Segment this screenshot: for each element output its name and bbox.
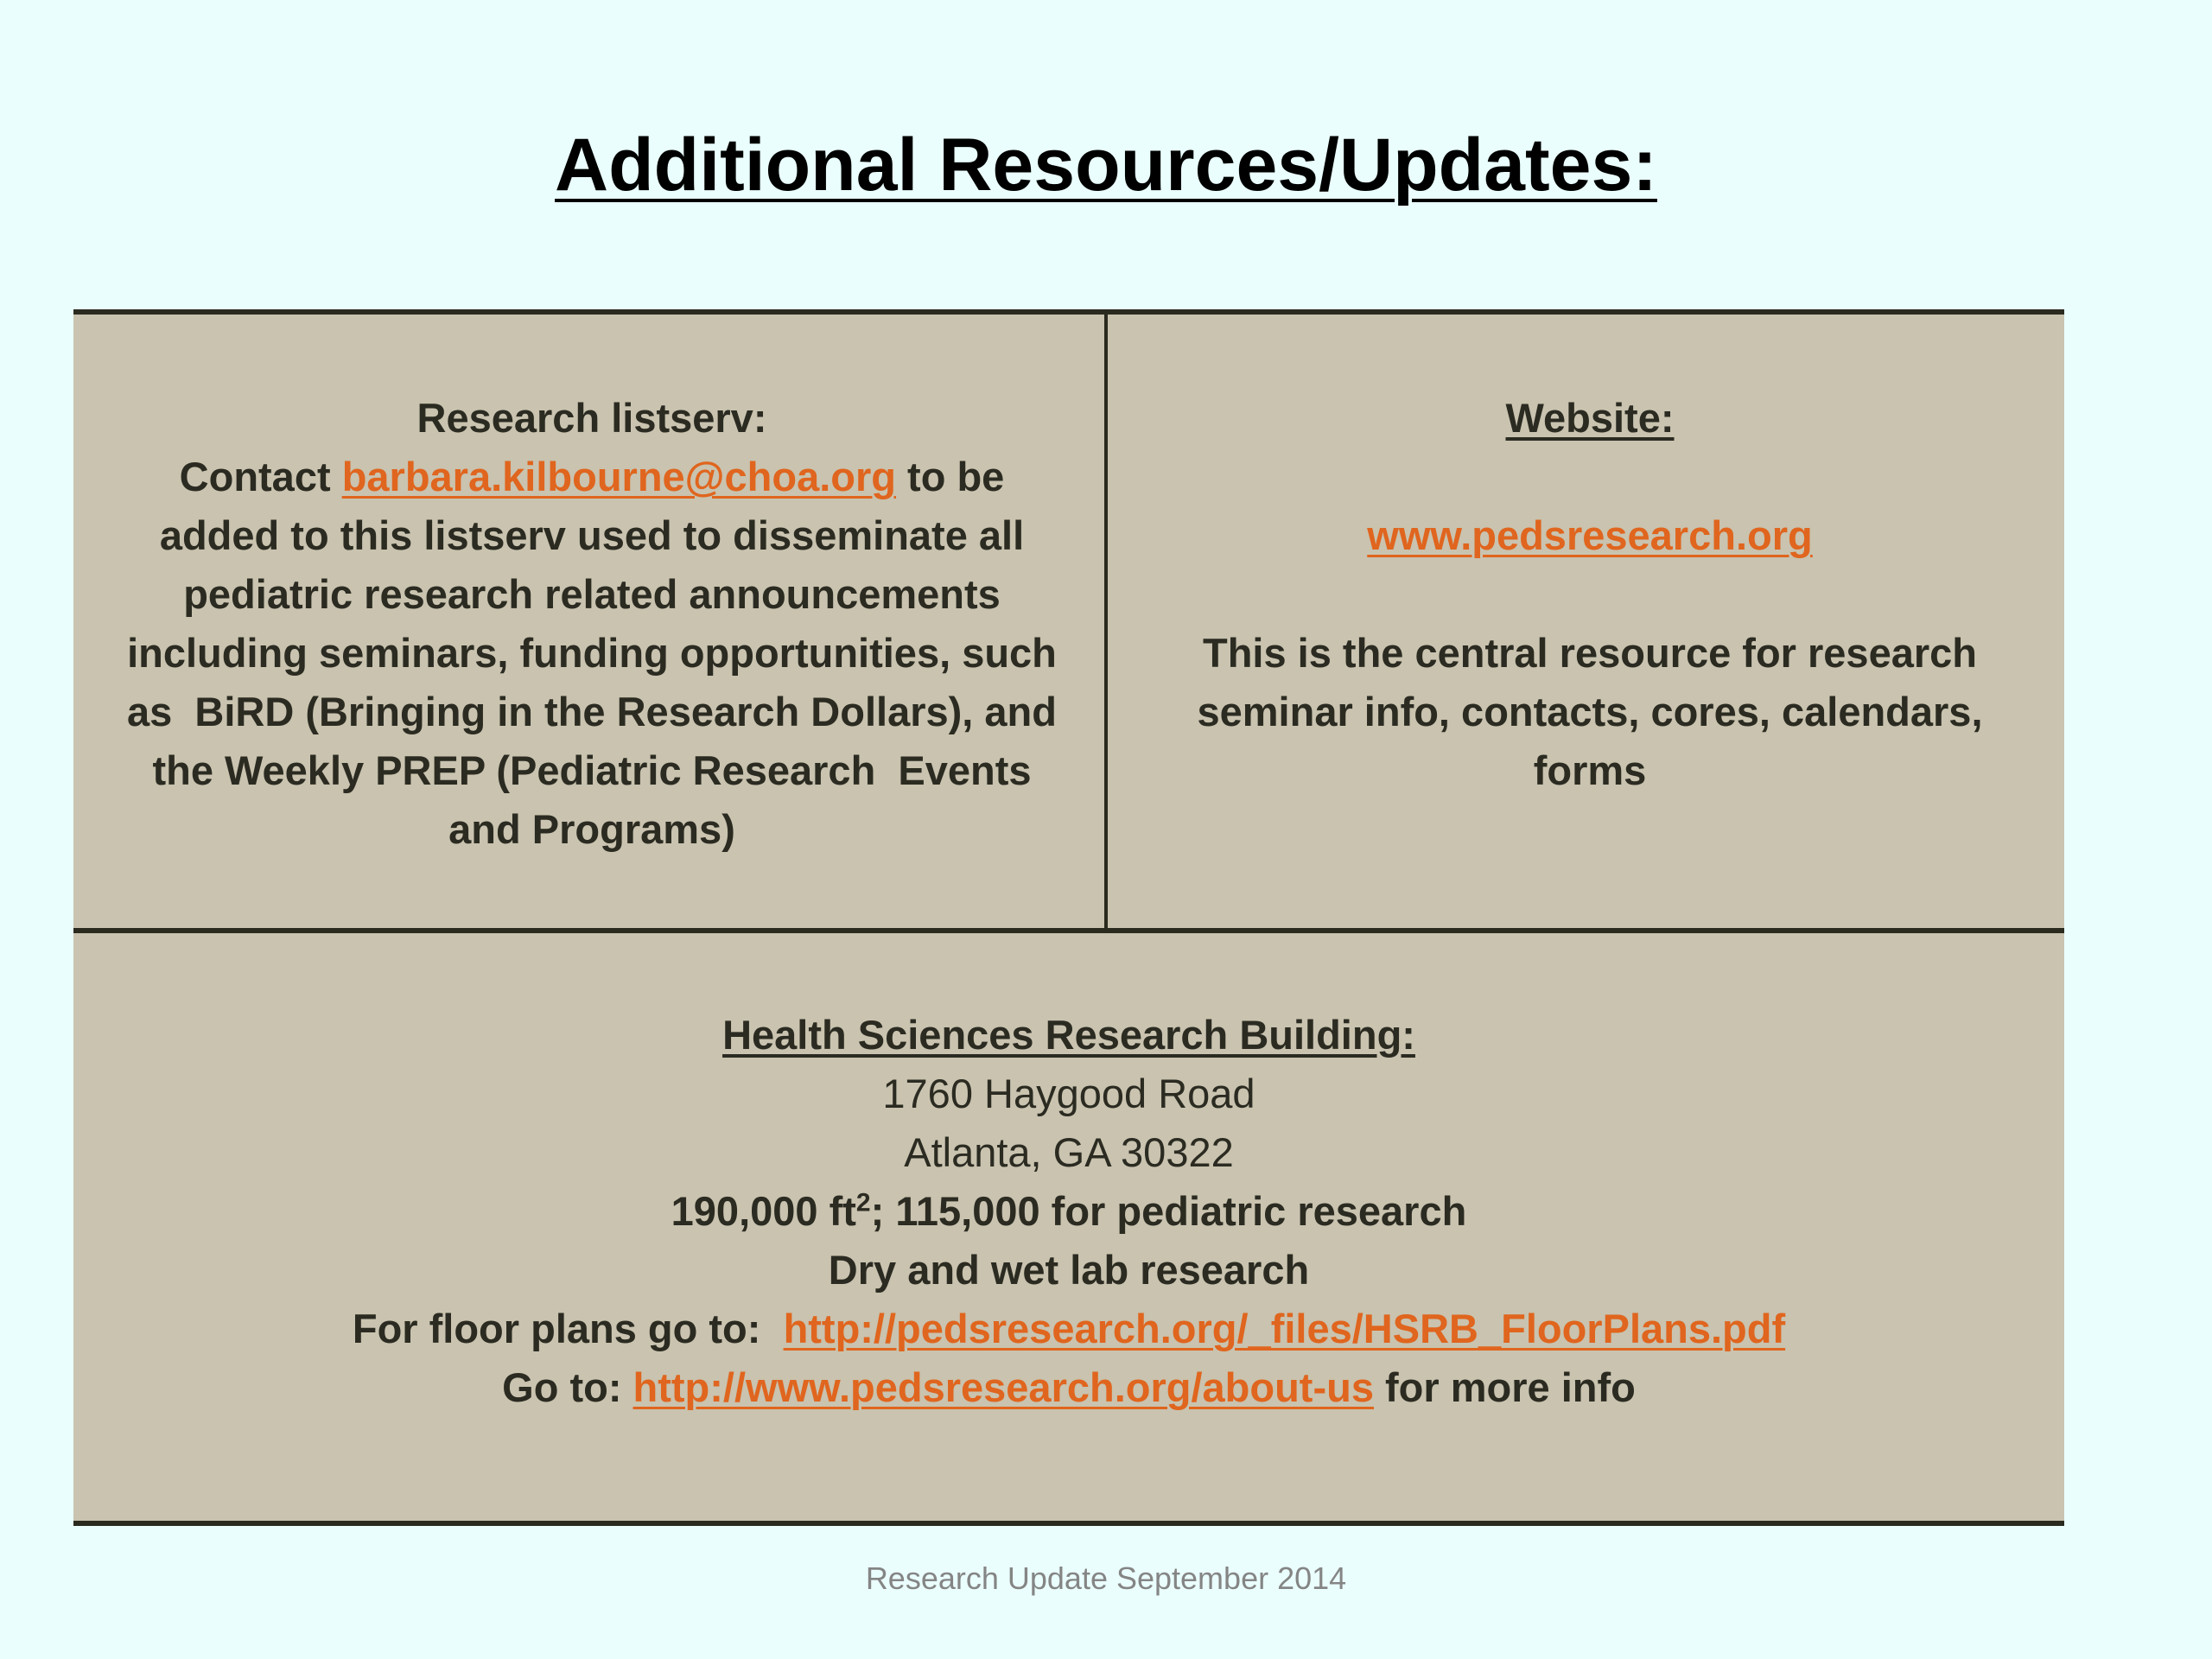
page-title: Additional Resources/Updates: [555, 124, 1657, 207]
slide-footer: Research Update September 2014 [865, 1560, 1347, 1596]
about-line [73, 1358, 2064, 1417]
listserv-text-line: the Weekly PREP (Pediatric Research Events [152, 747, 1032, 793]
listserv-email-link[interactable]: barbara.kilbourne@choa.org [341, 454, 896, 499]
area-suffix: ; 115,000 for pediatric research [870, 1188, 1467, 1234]
website-cell [1119, 389, 2061, 800]
listserv-text-line: pediatric research related announcements [183, 571, 1001, 617]
table-column-divider [1104, 309, 1108, 933]
website-description-line: seminar info, contacts, cores, calendars, [1197, 689, 1983, 734]
resources-table [73, 309, 2064, 1524]
contact-prefix: Contact [179, 454, 331, 499]
website-url-link[interactable]: www.pedsresearch.org [1367, 512, 1813, 558]
lab-line: Dry and wet lab research [828, 1247, 1310, 1293]
listserv-text-line: as BiRD (Bringing in the Research Dollars), and [127, 689, 1057, 734]
listserv-heading: Research listserv: [416, 395, 767, 441]
website-description-line: forms [1533, 747, 1647, 793]
website-heading: Website: [1505, 395, 1675, 441]
address-line-1: 1760 Haygood Road [882, 1071, 1255, 1116]
listserv-cell [91, 389, 1093, 859]
building-cell [73, 1006, 2064, 1417]
contact-suffix: to be [907, 454, 1005, 499]
listserv-text-line: added to this listserv used to disseminate all [159, 512, 1025, 558]
about-link[interactable]: http://www.pedsresearch.org/about-us [632, 1364, 1374, 1410]
listserv-contact-line [91, 448, 1093, 506]
address-line-2: Atlanta, GA 30322 [904, 1129, 1234, 1175]
floorplans-link[interactable]: http://pedsresearch.org/_files/HSRB_FloorPlans.pdf [783, 1306, 1786, 1351]
floorplans-prefix: For floor plans go to: [352, 1306, 761, 1351]
listserv-text-line: including seminars, funding opportunities, such [127, 630, 1057, 676]
table-top-rule [73, 309, 2064, 315]
about-prefix: Go to: [502, 1364, 622, 1410]
about-suffix: for more info [1385, 1364, 1636, 1410]
area-prefix: 190,000 ft [671, 1188, 856, 1234]
area-line [73, 1182, 2064, 1241]
building-heading: Health Sciences Research Building: [722, 1012, 1415, 1058]
listserv-text-line: and Programs) [448, 806, 735, 852]
website-description-line: This is the central resource for research [1203, 630, 1977, 676]
table-bottom-rule [73, 1521, 2064, 1526]
area-superscript: 2 [855, 1188, 871, 1217]
floorplans-line [73, 1300, 2064, 1358]
table-middle-rule [73, 928, 2064, 933]
